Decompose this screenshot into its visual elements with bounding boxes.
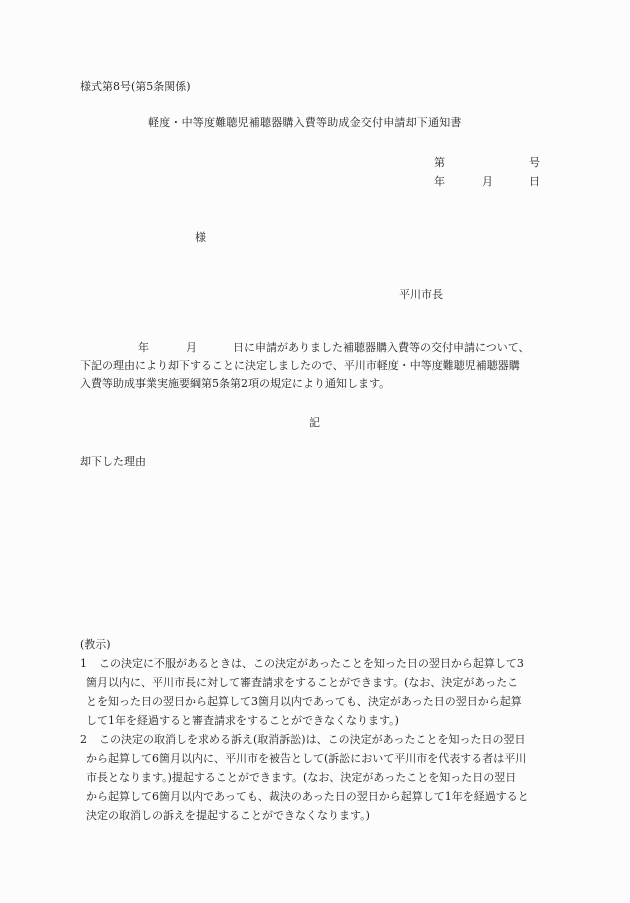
date-day: 日	[529, 175, 540, 188]
notice-item-number: 1	[80, 657, 87, 670]
notice-item-line: 決定の取消しの訴えを提起することができなくなります。)	[86, 809, 370, 822]
body-year: 年	[138, 341, 149, 354]
notice-item-line: 市長となります。)提起することができます。(なお、決定があったことを知った日の翌日	[86, 771, 517, 784]
ki-heading: 記	[309, 416, 320, 429]
reason-label: 却下した理由	[80, 455, 146, 468]
body-line-1: 日に申請がありました補聴器購入費等の交付申請について、	[233, 341, 530, 354]
body-line-3: 入費等助成事業実施要綱第5条第2項の規定により通知します。	[80, 377, 391, 390]
body-line-2: 下記の理由により却下することに決定しましたので、平川市軽度・中等度難聴児補聴器購	[80, 359, 520, 372]
notice-item-line: して1年を経過すると審査請求をすることができなくなります。)	[86, 714, 399, 727]
notice-item-line: とを知った日の翌日から起算して3箇月以内であっても、決定があった日の翌日から起算	[86, 695, 522, 708]
notice-item-line: この決定の取消しを求める訴え(取消訴訟)は、この決定があったことを知った日の翌日	[99, 733, 526, 746]
recipient-suffix: 様	[195, 231, 206, 244]
body-month: 月	[186, 341, 197, 354]
form-label: 様式第8号(第5条関係)	[80, 80, 191, 93]
number-suffix: 号	[529, 156, 540, 169]
document-title: 軽度・中等度難聴児補聴器購入費等助成金交付申請却下通知書	[148, 116, 462, 129]
date-year: 年	[434, 175, 445, 188]
notice-item-line: から起算して6箇月以内に、平川市を被告として(訴訟において平川市を代表する者は平川	[86, 752, 527, 765]
notice-item-line: から起算して6箇月以内であっても、裁決のあった日の翌日から起算して1年を経過すると	[86, 790, 529, 803]
notice-item-number: 2	[80, 733, 87, 746]
notice-item-line: この決定に不服があるときは、この決定があったことを知った日の翌日から起算して3	[99, 657, 524, 670]
issuer: 平川市長	[399, 288, 443, 301]
date-month: 月	[482, 175, 493, 188]
notice-heading: (教示)	[80, 638, 111, 651]
notice-item-line: 箇月以内に、平川市長に対して審査請求をすることができます。(なお、決定があったこ	[86, 676, 519, 689]
number-prefix: 第	[434, 156, 445, 169]
